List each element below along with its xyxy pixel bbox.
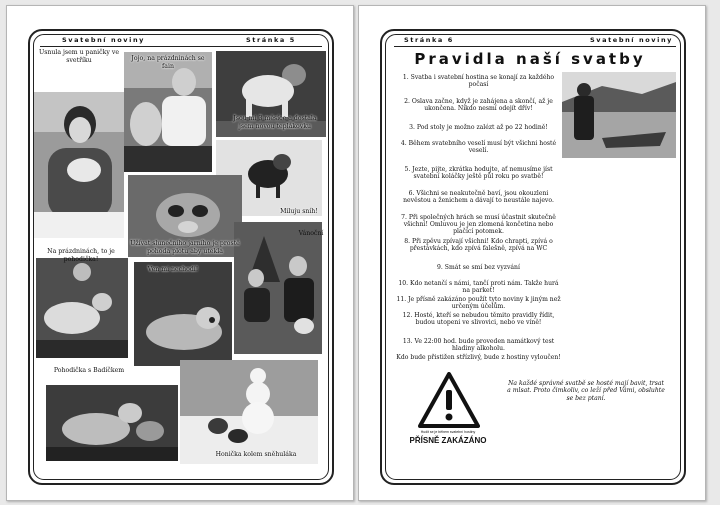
caption-not-going-out: Ven mi nechodí! (147, 266, 199, 273)
rule-item: 3. Pod stoly je možno zalézt až po 22 hodině! (409, 124, 548, 131)
rule-item: 11. Je přísně zakázáno použít tyto noviny k jiným než určeným účelům. (396, 296, 561, 311)
photo-couple-by-lake (562, 72, 676, 158)
rule-item: 4. Během svatebního veselí musí být všichni hosté veselí. (400, 140, 557, 155)
caption-holiday-fine: Jojo, na prázdninách se fain (131, 55, 205, 70)
right-header-rule (394, 46, 676, 47)
right-page-header-title: Svatební noviny (590, 36, 674, 44)
caption-holiday-bliss: Na prázdninách, to je pohodička! (47, 248, 115, 263)
warning-triangle-icon (418, 372, 480, 428)
rule-item: 2. Oslava začne, když je zahájena a skončí, až je ukončena. Nikdo nesmí odejít dřív! (404, 98, 553, 113)
photo-holiday-dogs (36, 258, 128, 358)
warning-small-text: Hudit se je během svatební hostiny (420, 430, 476, 434)
caption-snowman-chase: Honička kolem sněhuláka (215, 451, 297, 458)
rule-item: 10. Kdo netančí s námi, tančí proti nám. Takže hurá na parket! (398, 280, 559, 295)
rule-item: 8. Při zpěvu zpívají všichni! Kdo chrapti, zpívá o přestávkách, kdo zpívá falešně, zpívá na WC (404, 238, 553, 253)
caption-asleep-with-owner: Usnula jsem u paničky ve svetříku (39, 49, 119, 64)
left-header-rule (40, 46, 322, 47)
closing-note: Na každé správné svatbě se hosté mají bavit, trsat a mlsat. Proto čimkoliv, co leží před Vámi, obsluhte se bez ptaní. (507, 380, 665, 402)
left-page-header-title: Svatební noviny (62, 36, 146, 44)
right-page-number: Stránka 6 (404, 36, 454, 44)
caption-relax-with-badik: Pohodička s Badíčkem (53, 367, 125, 374)
left-page-number: Stránka 5 (246, 36, 296, 44)
rule-item: Kdo bude přistižen střízlivý, bude z hostiny vyloučen! (396, 354, 561, 361)
rule-item: 6. Všichni se neakutečně baví, jsou okouzleni nevěstou a ženichem a dávají to neustále najevo. (403, 190, 554, 205)
caption-spring-sun: Užívat slunečního jarního je prostě pohoda plotu aby utekla (130, 240, 240, 255)
caption-new-tracksuit: Jsou mi 3 měsíce a dostala jsem novou teplákovku (233, 115, 317, 130)
rule-item: 9. Smát se smí bez vyzvání (437, 264, 520, 271)
rule-item: 1. Svatba i svatební hostina se konají za každého počasí (402, 74, 555, 89)
photo-dog-on-blanket (134, 262, 232, 366)
rule-item: 12. Hosté, kteří se nebudou těmito pravidly řídit, budou utopeni ve slivovici, nebo ve víně! (402, 312, 555, 327)
caption-christmas: Vánoční (298, 230, 324, 237)
page-title: Pravidla naší svatby (414, 50, 646, 68)
photo-woman-with-puppy (34, 92, 124, 238)
rule-item: 5. Jezte, pijte, zkrátka hodujte, ať nemusíme jíst svatební koláčky ještě půl roku po svatbě! (404, 166, 553, 181)
photo-christmas-couple (234, 222, 322, 354)
rule-item: 13. Ve 22:00 hod. bude proveden namátkový test hladiny alkoholu. (402, 338, 555, 353)
photo-man-with-dog (124, 52, 212, 172)
warning-big-text: PŘÍSNĚ ZAKÁZÁNO (409, 436, 487, 445)
photo-snowman-chase (180, 360, 318, 464)
rule-item: 7. Při společných hrách se musí účastnit skutečně všichni! Omluvou je jen zlomená končetina nebo plačící potomek. (401, 214, 556, 236)
caption-love-snow: Miluju sníh! (280, 208, 318, 215)
photo-two-dogs-resting (46, 385, 178, 461)
